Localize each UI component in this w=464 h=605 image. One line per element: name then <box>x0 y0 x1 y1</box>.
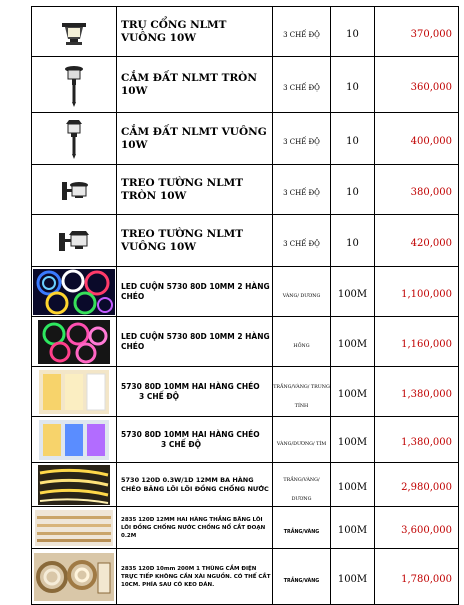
product-name: LED CUỘN 5730 80D 10MM 2 HÀNG CHÉO <box>121 331 270 351</box>
price-cell <box>375 267 459 317</box>
product-name: TRỤ CỔNG NLMT VUÔNG 10W <box>121 18 227 44</box>
product-image <box>32 317 117 367</box>
product-image <box>32 267 117 317</box>
table-row <box>32 215 459 267</box>
price-text: 3,600,000 <box>401 525 452 536</box>
table-row <box>32 417 459 463</box>
qty-text: 10 <box>346 82 359 93</box>
product-name: TREO TƯỜNG NLMT VUÔNG 10W <box>121 227 244 253</box>
mode-text: VÀNG/DƯƠNG/ TÍM <box>276 442 327 447</box>
price-table <box>31 6 459 605</box>
table-row <box>32 7 459 57</box>
price-cell <box>375 549 459 605</box>
table-row <box>32 113 459 165</box>
product-image <box>32 215 117 267</box>
led-strip-multicolor-icon <box>39 420 109 460</box>
product-image <box>32 549 117 605</box>
led-strip-yellow-icon <box>38 465 110 505</box>
qty-cell <box>331 549 375 605</box>
led-reel-pink-icon <box>38 320 110 364</box>
price-cell <box>375 417 459 463</box>
qty-text: 100M <box>337 389 368 400</box>
qty-text: 10 <box>346 29 359 40</box>
product-name: CẮM ĐẤT NLMT VUÔNG 10W <box>121 125 267 151</box>
mode-text: 3 CHẾ ĐỘ <box>283 31 320 39</box>
led-reel-bundle-icon <box>34 553 114 601</box>
table-row <box>32 267 459 317</box>
table-row <box>32 507 459 549</box>
price-cell <box>375 113 459 165</box>
qty-text: 100M <box>337 525 368 536</box>
qty-cell <box>331 165 375 215</box>
qty-cell <box>331 7 375 57</box>
table-row <box>32 463 459 507</box>
led-reel-colorful-icon <box>33 269 115 315</box>
led-strip-straight-icon <box>35 510 113 546</box>
table-row <box>32 549 459 605</box>
qty-text: 10 <box>346 136 359 147</box>
product-name-cell <box>117 57 273 113</box>
wall-lamp-square-icon <box>55 227 93 255</box>
mode-cell <box>273 317 331 367</box>
product-name: 2835 120D 12MM HAI HÀNG THẲNG BĂNG LÕI LÕI ĐỒNG CHỐNG NƯỚC CHỐNG NỔ CẮT ĐOẠN 0.2M <box>121 516 266 539</box>
product-image <box>32 165 117 215</box>
price-cell <box>375 7 459 57</box>
table-row <box>32 367 459 417</box>
price-text: 1,780,000 <box>401 574 452 585</box>
product-name-cell <box>117 463 273 507</box>
product-image <box>32 417 117 463</box>
mode-cell <box>273 267 331 317</box>
qty-cell <box>331 417 375 463</box>
qty-text: 10 <box>346 238 359 249</box>
qty-text: 100M <box>337 339 368 350</box>
qty-cell <box>331 317 375 367</box>
mode-text: 3 CHẾ ĐỘ <box>283 138 320 146</box>
product-image <box>32 57 117 113</box>
mode-text: 3 CHẾ ĐỘ <box>283 189 320 197</box>
price-text: 1,100,000 <box>401 289 452 300</box>
mode-text: TRẮNG/VÀNG <box>283 579 320 584</box>
qty-cell <box>331 367 375 417</box>
mode-text: 3 CHẾ ĐỘ <box>283 84 320 92</box>
qty-cell <box>331 267 375 317</box>
qty-cell <box>331 507 375 549</box>
mode-cell <box>273 463 331 507</box>
product-name: TREO TƯỜNG NLMT TRÒN 10W <box>121 176 244 202</box>
qty-text: 100M <box>337 437 368 448</box>
product-name: 5730 80D 10MM HAI HÀNG CHÉO <box>121 429 260 439</box>
qty-cell <box>331 57 375 113</box>
mode-text: TRẮNG/VÀNG <box>283 530 320 535</box>
wall-lamp-round-icon <box>57 176 91 204</box>
mode-text: HỒNG <box>293 344 310 349</box>
price-cell <box>375 215 459 267</box>
price-text: 380,000 <box>410 187 452 198</box>
mode-cell <box>273 7 331 57</box>
qty-text: 10 <box>346 187 359 198</box>
ground-spike-square-icon <box>59 118 89 160</box>
mode-cell <box>273 417 331 463</box>
qty-text: 100M <box>337 574 368 585</box>
table-row <box>32 165 459 215</box>
product-name-cell <box>117 367 273 417</box>
table-row <box>32 317 459 367</box>
product-name-cell <box>117 165 273 215</box>
price-cell <box>375 367 459 417</box>
product-name-cell <box>117 549 273 605</box>
product-name-cell <box>117 417 273 463</box>
product-name-cell <box>117 317 273 367</box>
price-text: 1,160,000 <box>401 339 452 350</box>
price-cell <box>375 507 459 549</box>
price-text: 400,000 <box>410 136 452 147</box>
product-name: 5730 80D 10MM HAI HÀNG CHÉO <box>121 381 260 391</box>
product-image <box>32 507 117 549</box>
price-cell <box>375 317 459 367</box>
price-cell <box>375 463 459 507</box>
product-name: CẮM ĐẤT NLMT TRÒN 10W <box>121 71 257 97</box>
mode-cell <box>273 549 331 605</box>
mode-cell <box>273 113 331 165</box>
product-name-cell <box>117 113 273 165</box>
product-name-cell <box>117 267 273 317</box>
price-text: 1,380,000 <box>401 389 452 400</box>
lamp-post-icon <box>56 15 92 49</box>
price-text: 2,980,000 <box>401 482 452 493</box>
product-name: LED CUỘN 5730 80D 10MM 2 HÀNG CHÉO <box>121 281 270 301</box>
led-strip-warm-icon <box>39 370 109 414</box>
mode-cell <box>273 57 331 113</box>
product-name: 5730 120D 0.3W/1D 12MM BA HÀNG CHÉO BĂNG LÕI LÕI ĐỒNG CHỐNG NƯỚC <box>121 475 269 493</box>
mode-text: 3 CHẾ ĐỘ <box>283 240 320 248</box>
mode-cell <box>273 367 331 417</box>
table-row <box>32 57 459 113</box>
product-name-cell <box>117 507 273 549</box>
qty-cell <box>331 113 375 165</box>
product-subname: 3 CHẾ ĐỘ <box>161 439 202 449</box>
product-image <box>32 7 117 57</box>
qty-cell <box>331 463 375 507</box>
mode-cell <box>273 215 331 267</box>
price-cell <box>375 57 459 113</box>
qty-text: 100M <box>337 482 368 493</box>
price-cell <box>375 165 459 215</box>
qty-text: 100M <box>337 289 368 300</box>
price-text: 360,000 <box>410 82 452 93</box>
price-text: 420,000 <box>410 238 452 249</box>
product-name: 2835 120D 10mm 200M 1 THÙNG CẮM ĐIỆN TRỰC TIẾP KHÔNG CẦN XÀI NGUỒN. CÓ THỂ CẮT 10CM. PHÍA SAU CÓ KEO DÁN. <box>121 565 271 588</box>
ground-spike-round-icon <box>59 62 89 108</box>
product-image <box>32 463 117 507</box>
price-text: 370,000 <box>410 29 452 40</box>
mode-text: VÀNG/ DƯƠNG <box>282 294 321 299</box>
mode-text: TRẮNG/VÀNG/ DƯƠNG <box>283 477 320 502</box>
mode-cell <box>273 165 331 215</box>
mode-cell <box>273 507 331 549</box>
product-image <box>32 113 117 165</box>
product-name-cell <box>117 7 273 57</box>
mode-text: TRẮNG/VÀNG/ TRUNG TÍNH <box>273 384 330 409</box>
product-subname: 3 CHẾ ĐỘ <box>139 391 180 401</box>
product-name-cell <box>117 215 273 267</box>
qty-cell <box>331 215 375 267</box>
price-text: 1,380,000 <box>401 437 452 448</box>
product-image <box>32 367 117 417</box>
